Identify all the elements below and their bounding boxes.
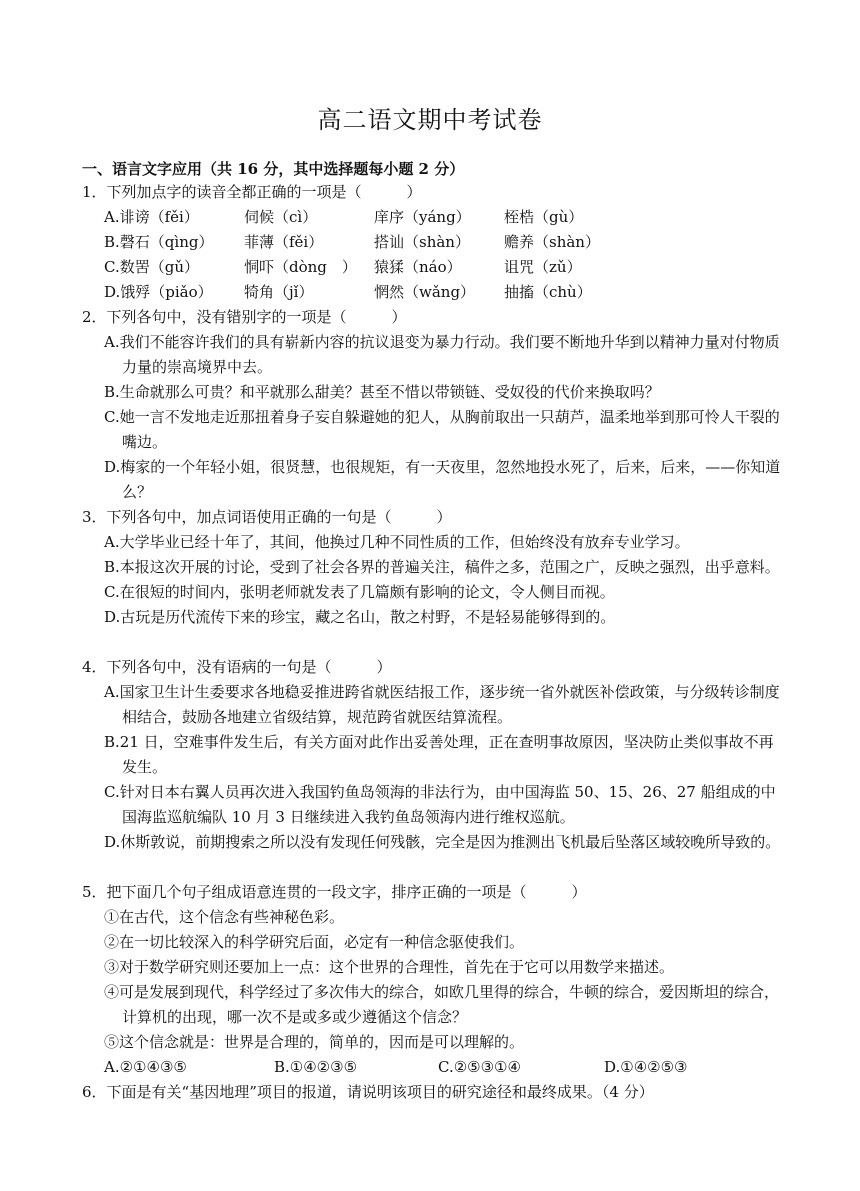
q2-option-a: A.我们不能容许我们的具有崭新内容的抗议退变为暴力行动。我们要不断地升华到以精神力量对付物质力量的崇高境界中去。 (104, 333, 780, 376)
question-5-sentences (104, 905, 784, 1055)
q4-option-a: A.国家卫生计生委要求各地稳妥推进跨省就医结报工作，逐步统一省外就医补偿政策，与分级转诊制度相结合，鼓励各地建立省级结算，规范跨省就医结算流程。 (104, 683, 780, 726)
q1-b-2: 菲薄（fěi） (244, 233, 324, 251)
q3-option-a: A.大学毕业已经十年了，其间，他换过几种不同性质的工作，但始终没有放弃专业学习。 (104, 533, 690, 551)
question-1-stem: 1．下列加点字的读音全都正确的一项是（ ） (82, 183, 422, 201)
question-5-stem: 5．把下面几个句子组成语意连贯的一段文字，排序正确的一项是（ ） (82, 883, 587, 901)
q1-a-3: 庠序（yáng） (374, 208, 471, 226)
q5-sentence-4: ④可是发展到现代，科学经过了多次伟大的综合，如欧几里得的综合，牛顿的综合，爱因斯坦的综合，计算机的出现，哪一次不是或多或少遵循这个信念？ (104, 983, 780, 1026)
q1-b-3: 搭讪（shàn） (374, 233, 470, 251)
q2-option-d: D.梅家的一个年轻小姐，很贤慧，也很规矩，有一天夜里，忽然地投水死了，后来，后来，——你知道么？ (104, 458, 781, 501)
q3-option-d: D.古玩是历代流传下来的珍宝，藏之名山，散之村野，不是轻易能够得到的。 (104, 608, 616, 626)
q1-c-2: 恫吓（dòng ） (244, 258, 357, 276)
q1-a-1: A.诽谤（fěi） (104, 208, 199, 226)
q5-sentence-2: ②在一切比较深入的科学研究后面，必定有一种信念驱使我们。 (104, 933, 525, 951)
q1-d-4: 抽搐（chù） (504, 283, 592, 301)
q5-sentence-1: ①在古代，这个信念有些神秘色彩。 (104, 908, 345, 926)
q3-option-b: B.本报这次开展的讨论，受到了社会各界的普遍关注，稿件之多，范围之广，反映之强烈，出乎意料。 (104, 558, 780, 576)
q2-option-b: B.生命就那么可贵？和平就那么甜美？甚至不惜以带锁链、受奴役的代价来换取吗？ (104, 383, 660, 401)
q1-d-3: 惘然（wǎng） (374, 283, 476, 301)
question-3-options (104, 530, 784, 630)
q1-d-2: 犄角（jǐ） (244, 283, 314, 301)
page-title: 高二语文期中考试卷 (317, 106, 543, 134)
q5-option-b: B.①④②③⑤ (274, 1058, 358, 1076)
section-heading: 一、语言文字应用（共 16 分，其中选择题每小题 2 分） (82, 160, 465, 178)
q1-a-2: 伺候（cì） (244, 208, 318, 226)
q4-option-d: D.休斯敦说，前期搜索之所以没有发现任何残骸，完全是因为推测出飞机最后坠落区域较晚所导致的。 (104, 833, 781, 851)
question-2-stem: 2．下列各句中，没有错别字的一项是（ ） (82, 308, 407, 326)
q1-d-1: D.饿殍（piǎo） (104, 283, 213, 301)
question-4-stem: 4．下列各句中，没有语病的一句是（ ） (82, 658, 392, 676)
q1-c-1: C.数罟（gǔ） (104, 258, 199, 276)
q5-sentence-5: ⑤这个信念就是：世界是合理的，简单的，因而是可以理解的。 (104, 1033, 525, 1051)
q5-option-a: A.②①④③⑤ (104, 1058, 187, 1076)
question-2-options (104, 330, 784, 505)
question-6-stem: 6．下面是有关“基因地理”项目的报道，请说明该项目的研究途径和最终成果。（4 分） (82, 1083, 654, 1101)
q2-option-c: C.她一言不发地走近那扭着身子妄自躲避她的犯人，从胸前取出一只葫芦，温柔地举到那可怜人干裂的嘴边。 (104, 408, 780, 451)
q4-option-b: B.21 日，空难事件发生后，有关方面对此作出妥善处理，正在查明事故原因，坚决防止类似事故不再发生。 (104, 733, 774, 776)
question-4-options (104, 680, 784, 855)
q1-c-3: 猿猱（náo） (374, 258, 462, 276)
q1-c-4: 诅咒（zǔ） (504, 258, 582, 276)
q5-sentence-3: ③对于数学研究则还要加上一点：这个世界的合理性，首先在于它可以用数学来描述。 (104, 958, 675, 976)
q1-a-4: 桎梏（gù） (504, 208, 584, 226)
question-3-stem: 3．下列各句中，加点词语使用正确的一句是（ ） (82, 508, 452, 526)
q5-option-c: C.②⑤③①④ (438, 1058, 521, 1076)
q1-b-1: B.磬石（qìng） (104, 233, 214, 251)
q1-b-4: 赡养（shàn） (504, 233, 600, 251)
q5-option-d: D.①④②⑤③ (604, 1058, 688, 1076)
q4-option-c: C.针对日本右翼人员再次进入我国钓鱼岛领海的非法行为，由中国海监 50、15、26、27 船组成的中国海监巡航编队 10 月 3 日继续进入我钓鱼岛领海内进行维权巡航。 (104, 783, 776, 826)
q3-option-c: C.在很短的时间内，张明老师就发表了几篇颇有影响的论文，令人侧目而视。 (104, 583, 615, 601)
